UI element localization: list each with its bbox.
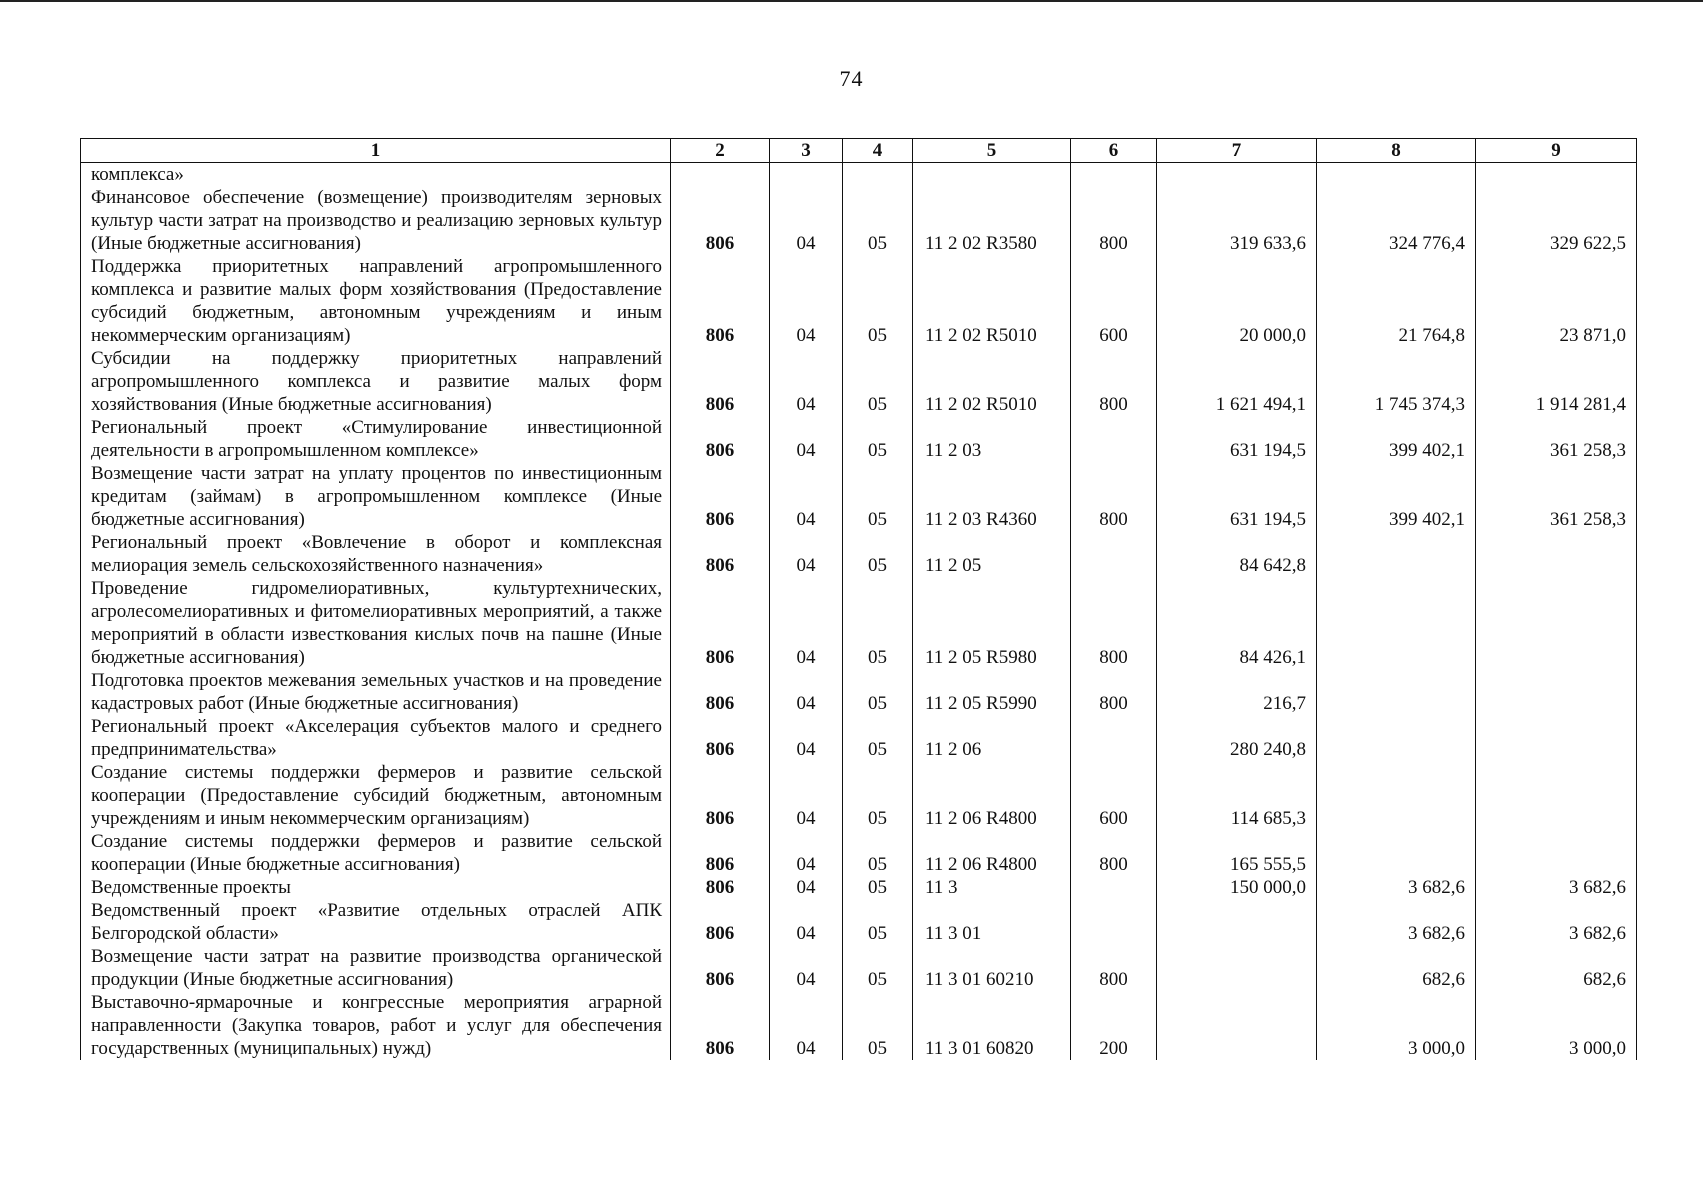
amount-col-9: 1 914 281,4	[1476, 347, 1637, 416]
subsection-code: 05	[843, 531, 913, 577]
expense-type-code: 800	[1071, 347, 1157, 416]
amount-col-8	[1317, 669, 1476, 715]
section-code: 04	[770, 255, 843, 347]
table-row	[81, 255, 1637, 347]
expense-type-code	[1071, 876, 1157, 899]
amount-col-9: 682,6	[1476, 945, 1637, 991]
row-description: Выставочно-ярмарочные и конгрессные мероприятия аграрной направленности (Закупка товаров, работ и услуг для обеспечения государственных (муниципальных) нужд)	[81, 991, 671, 1060]
row-description: Возмещение части затрат на уплату процентов по инвестиционным кредитам (займам) в агропромышленном комплексе (Иные бюджетные ассигнования)	[81, 462, 671, 531]
row-description: Создание системы поддержки фермеров и развитие сельской кооперации (Иные бюджетные ассигнования)	[81, 830, 671, 876]
expense-type-code: 800	[1071, 462, 1157, 531]
subsection-code: 05	[843, 347, 913, 416]
amount-col-9: 3 682,6	[1476, 876, 1637, 899]
section-code: 04	[770, 876, 843, 899]
amount-col-7: 319 633,6	[1157, 186, 1317, 255]
amount-col-8: 21 764,8	[1317, 255, 1476, 347]
target-article-code: 11 3 01	[913, 899, 1071, 945]
table-row	[81, 462, 1637, 531]
amount-col-9: 3 682,6	[1476, 899, 1637, 945]
target-article-code: 11 2 05 R5990	[913, 669, 1071, 715]
amount-col-7: 84 642,8	[1157, 531, 1317, 577]
amount-col-8	[1317, 830, 1476, 876]
column-header: 8	[1317, 139, 1476, 163]
amount-col-8: 3 682,6	[1317, 899, 1476, 945]
subsection-code: 05	[843, 945, 913, 991]
table-row	[81, 669, 1637, 715]
target-article-code: 11 2 02 R5010	[913, 347, 1071, 416]
section-code: 04	[770, 945, 843, 991]
table-row	[81, 416, 1637, 462]
subsection-code: 05	[843, 462, 913, 531]
amount-col-8: 3 682,6	[1317, 876, 1476, 899]
expense-type-code: 800	[1071, 669, 1157, 715]
amount-col-7: 114 685,3	[1157, 761, 1317, 830]
table-row	[81, 876, 1637, 899]
table-header-row	[81, 139, 1637, 163]
admin-code: 806	[671, 715, 770, 761]
amount-col-8: 399 402,1	[1317, 416, 1476, 462]
amount-col-7: 84 426,1	[1157, 577, 1317, 669]
table-row	[81, 531, 1637, 577]
amount-col-7: 216,7	[1157, 669, 1317, 715]
target-article-code: 11 2 02 R5010	[913, 255, 1071, 347]
table-row	[81, 715, 1637, 761]
table-row	[81, 761, 1637, 830]
subsection-code: 05	[843, 876, 913, 899]
admin-code: 806	[671, 761, 770, 830]
target-article-code: 11 2 02 R3580	[913, 186, 1071, 255]
row-description: Проведение гидромелиоративных, культуртехнических, агролесомелиоративных и фитомелиоративных мероприятий, а также мероприятий в области известкования кислых почв на пашне (Иные бюджетные ассигнования)	[81, 577, 671, 669]
subsection-code: 05	[843, 899, 913, 945]
amount-col-8	[1317, 715, 1476, 761]
row-description: Поддержка приоритетных направлений агропромышленного комплекса и развитие малых форм хозяйствования (Предоставление субсидий бюджетным, автономным учреждениям и иным некоммерческим организациям)	[81, 255, 671, 347]
admin-code: 806	[671, 186, 770, 255]
subsection-code: 05	[843, 577, 913, 669]
column-header: 1	[81, 139, 671, 163]
section-code: 04	[770, 899, 843, 945]
row-description: Подготовка проектов межевания земельных участков и на проведение кадастровых работ (Иные бюджетные ассигнования)	[81, 669, 671, 715]
expense-type-code	[1071, 531, 1157, 577]
admin-code: 806	[671, 876, 770, 899]
subsection-code: 05	[843, 186, 913, 255]
expense-type-code	[1071, 416, 1157, 462]
table-row	[81, 347, 1637, 416]
amount-col-7: 150 000,0	[1157, 876, 1317, 899]
admin-code: 806	[671, 462, 770, 531]
row-description: Субсидии на поддержку приоритетных направлений агропромышленного комплекса и развитие малых форм хозяйствования (Иные бюджетные ассигнования)	[81, 347, 671, 416]
amount-col-7: 165 555,5	[1157, 830, 1317, 876]
admin-code: 806	[671, 347, 770, 416]
amount-col-9: 361 258,3	[1476, 416, 1637, 462]
top-border-line	[0, 0, 1703, 2]
target-article-code: 11 2 06 R4800	[913, 830, 1071, 876]
page-number: 74	[839, 66, 864, 91]
amount-col-9	[1476, 761, 1637, 830]
admin-code: 806	[671, 255, 770, 347]
target-article-code: 11 3 01 60820	[913, 991, 1071, 1060]
column-header: 6	[1071, 139, 1157, 163]
row-description: комплекса»	[81, 163, 671, 187]
amount-col-9	[1476, 577, 1637, 669]
section-code: 04	[770, 416, 843, 462]
subsection-code: 05	[843, 830, 913, 876]
table-row	[81, 830, 1637, 876]
amount-col-8: 324 776,4	[1317, 186, 1476, 255]
column-header: 3	[770, 139, 843, 163]
amount-col-8	[1317, 163, 1476, 187]
amount-col-9: 3 000,0	[1476, 991, 1637, 1060]
admin-code: 806	[671, 991, 770, 1060]
table-row	[81, 945, 1637, 991]
row-description: Региональный проект «Стимулирование инвестиционной деятельности в агропромышленном комплексе»	[81, 416, 671, 462]
amount-col-9: 23 871,0	[1476, 255, 1637, 347]
row-description: Создание системы поддержки фермеров и развитие сельской кооперации (Предоставление субсидий бюджетным, автономным учреждениям и иным некоммерческим организациям)	[81, 761, 671, 830]
amount-col-7	[1157, 899, 1317, 945]
amount-col-7: 631 194,5	[1157, 416, 1317, 462]
target-article-code: 11 2 03	[913, 416, 1071, 462]
amount-col-8	[1317, 531, 1476, 577]
amount-col-8	[1317, 761, 1476, 830]
target-article-code: 11 2 06 R4800	[913, 761, 1071, 830]
column-header: 2	[671, 139, 770, 163]
amount-col-9: 361 258,3	[1476, 462, 1637, 531]
amount-col-8: 682,6	[1317, 945, 1476, 991]
subsection-code: 05	[843, 991, 913, 1060]
column-header: 5	[913, 139, 1071, 163]
row-description: Ведомственные проекты	[81, 876, 671, 899]
admin-code: 806	[671, 830, 770, 876]
amount-col-7	[1157, 945, 1317, 991]
table-row	[81, 899, 1637, 945]
amount-col-9	[1476, 531, 1637, 577]
admin-code: 806	[671, 531, 770, 577]
row-description: Финансовое обеспечение (возмещение) производителям зерновых культур части затрат на производство и реализацию зерновых культур (Иные бюджетные ассигнования)	[81, 186, 671, 255]
row-description: Региональный проект «Акселерация субъектов малого и среднего предпринимательства»	[81, 715, 671, 761]
admin-code	[671, 163, 770, 187]
target-article-code: 11 2 05	[913, 531, 1071, 577]
expense-type-code	[1071, 715, 1157, 761]
expense-type-code	[1071, 899, 1157, 945]
subsection-code: 05	[843, 669, 913, 715]
section-code: 04	[770, 669, 843, 715]
table-row	[81, 991, 1637, 1060]
amount-col-7	[1157, 163, 1317, 187]
table-row	[81, 577, 1637, 669]
row-description: Возмещение части затрат на развитие производства органической продукции (Иные бюджетные ассигнования)	[81, 945, 671, 991]
section-code: 04	[770, 347, 843, 416]
target-article-code: 11 2 06	[913, 715, 1071, 761]
admin-code: 806	[671, 577, 770, 669]
expense-type-code: 600	[1071, 255, 1157, 347]
target-article-code: 11 3	[913, 876, 1071, 899]
expense-type-code: 200	[1071, 991, 1157, 1060]
amount-col-7: 1 621 494,1	[1157, 347, 1317, 416]
subsection-code: 05	[843, 416, 913, 462]
target-article-code: 11 2 03 R4360	[913, 462, 1071, 531]
amount-col-9	[1476, 669, 1637, 715]
budget-table	[80, 138, 1637, 1060]
amount-col-8	[1317, 577, 1476, 669]
amount-col-9	[1476, 830, 1637, 876]
table-row	[81, 163, 1637, 187]
row-description: Ведомственный проект «Развитие отдельных отраслей АПК Белгородской области»	[81, 899, 671, 945]
amount-col-8: 1 745 374,3	[1317, 347, 1476, 416]
admin-code: 806	[671, 945, 770, 991]
subsection-code	[843, 163, 913, 187]
section-code: 04	[770, 830, 843, 876]
expense-type-code: 800	[1071, 577, 1157, 669]
column-header: 7	[1157, 139, 1317, 163]
subsection-code: 05	[843, 255, 913, 347]
expense-type-code: 800	[1071, 830, 1157, 876]
row-description: Региональный проект «Вовлечение в оборот и комплексная мелиорация земель сельскохозяйственного назначения»	[81, 531, 671, 577]
section-code	[770, 163, 843, 187]
amount-col-9	[1476, 163, 1637, 187]
table-row	[81, 186, 1637, 255]
target-article-code: 11 2 05 R5980	[913, 577, 1071, 669]
target-article-code	[913, 163, 1071, 187]
amount-col-9	[1476, 715, 1637, 761]
amount-col-7	[1157, 991, 1317, 1060]
amount-col-8: 399 402,1	[1317, 462, 1476, 531]
amount-col-8: 3 000,0	[1317, 991, 1476, 1060]
target-article-code: 11 3 01 60210	[913, 945, 1071, 991]
section-code: 04	[770, 577, 843, 669]
amount-col-7: 20 000,0	[1157, 255, 1317, 347]
expense-type-code: 800	[1071, 186, 1157, 255]
expense-type-code: 600	[1071, 761, 1157, 830]
expense-type-code: 800	[1071, 945, 1157, 991]
amount-col-7: 631 194,5	[1157, 462, 1317, 531]
section-code: 04	[770, 761, 843, 830]
section-code: 04	[770, 462, 843, 531]
expense-type-code	[1071, 163, 1157, 187]
table-body	[81, 163, 1637, 1061]
admin-code: 806	[671, 669, 770, 715]
amount-col-7: 280 240,8	[1157, 715, 1317, 761]
section-code: 04	[770, 186, 843, 255]
column-header: 9	[1476, 139, 1637, 163]
section-code: 04	[770, 991, 843, 1060]
amount-col-9: 329 622,5	[1476, 186, 1637, 255]
admin-code: 806	[671, 899, 770, 945]
section-code: 04	[770, 531, 843, 577]
column-header: 4	[843, 139, 913, 163]
subsection-code: 05	[843, 715, 913, 761]
admin-code: 806	[671, 416, 770, 462]
section-code: 04	[770, 715, 843, 761]
subsection-code: 05	[843, 761, 913, 830]
